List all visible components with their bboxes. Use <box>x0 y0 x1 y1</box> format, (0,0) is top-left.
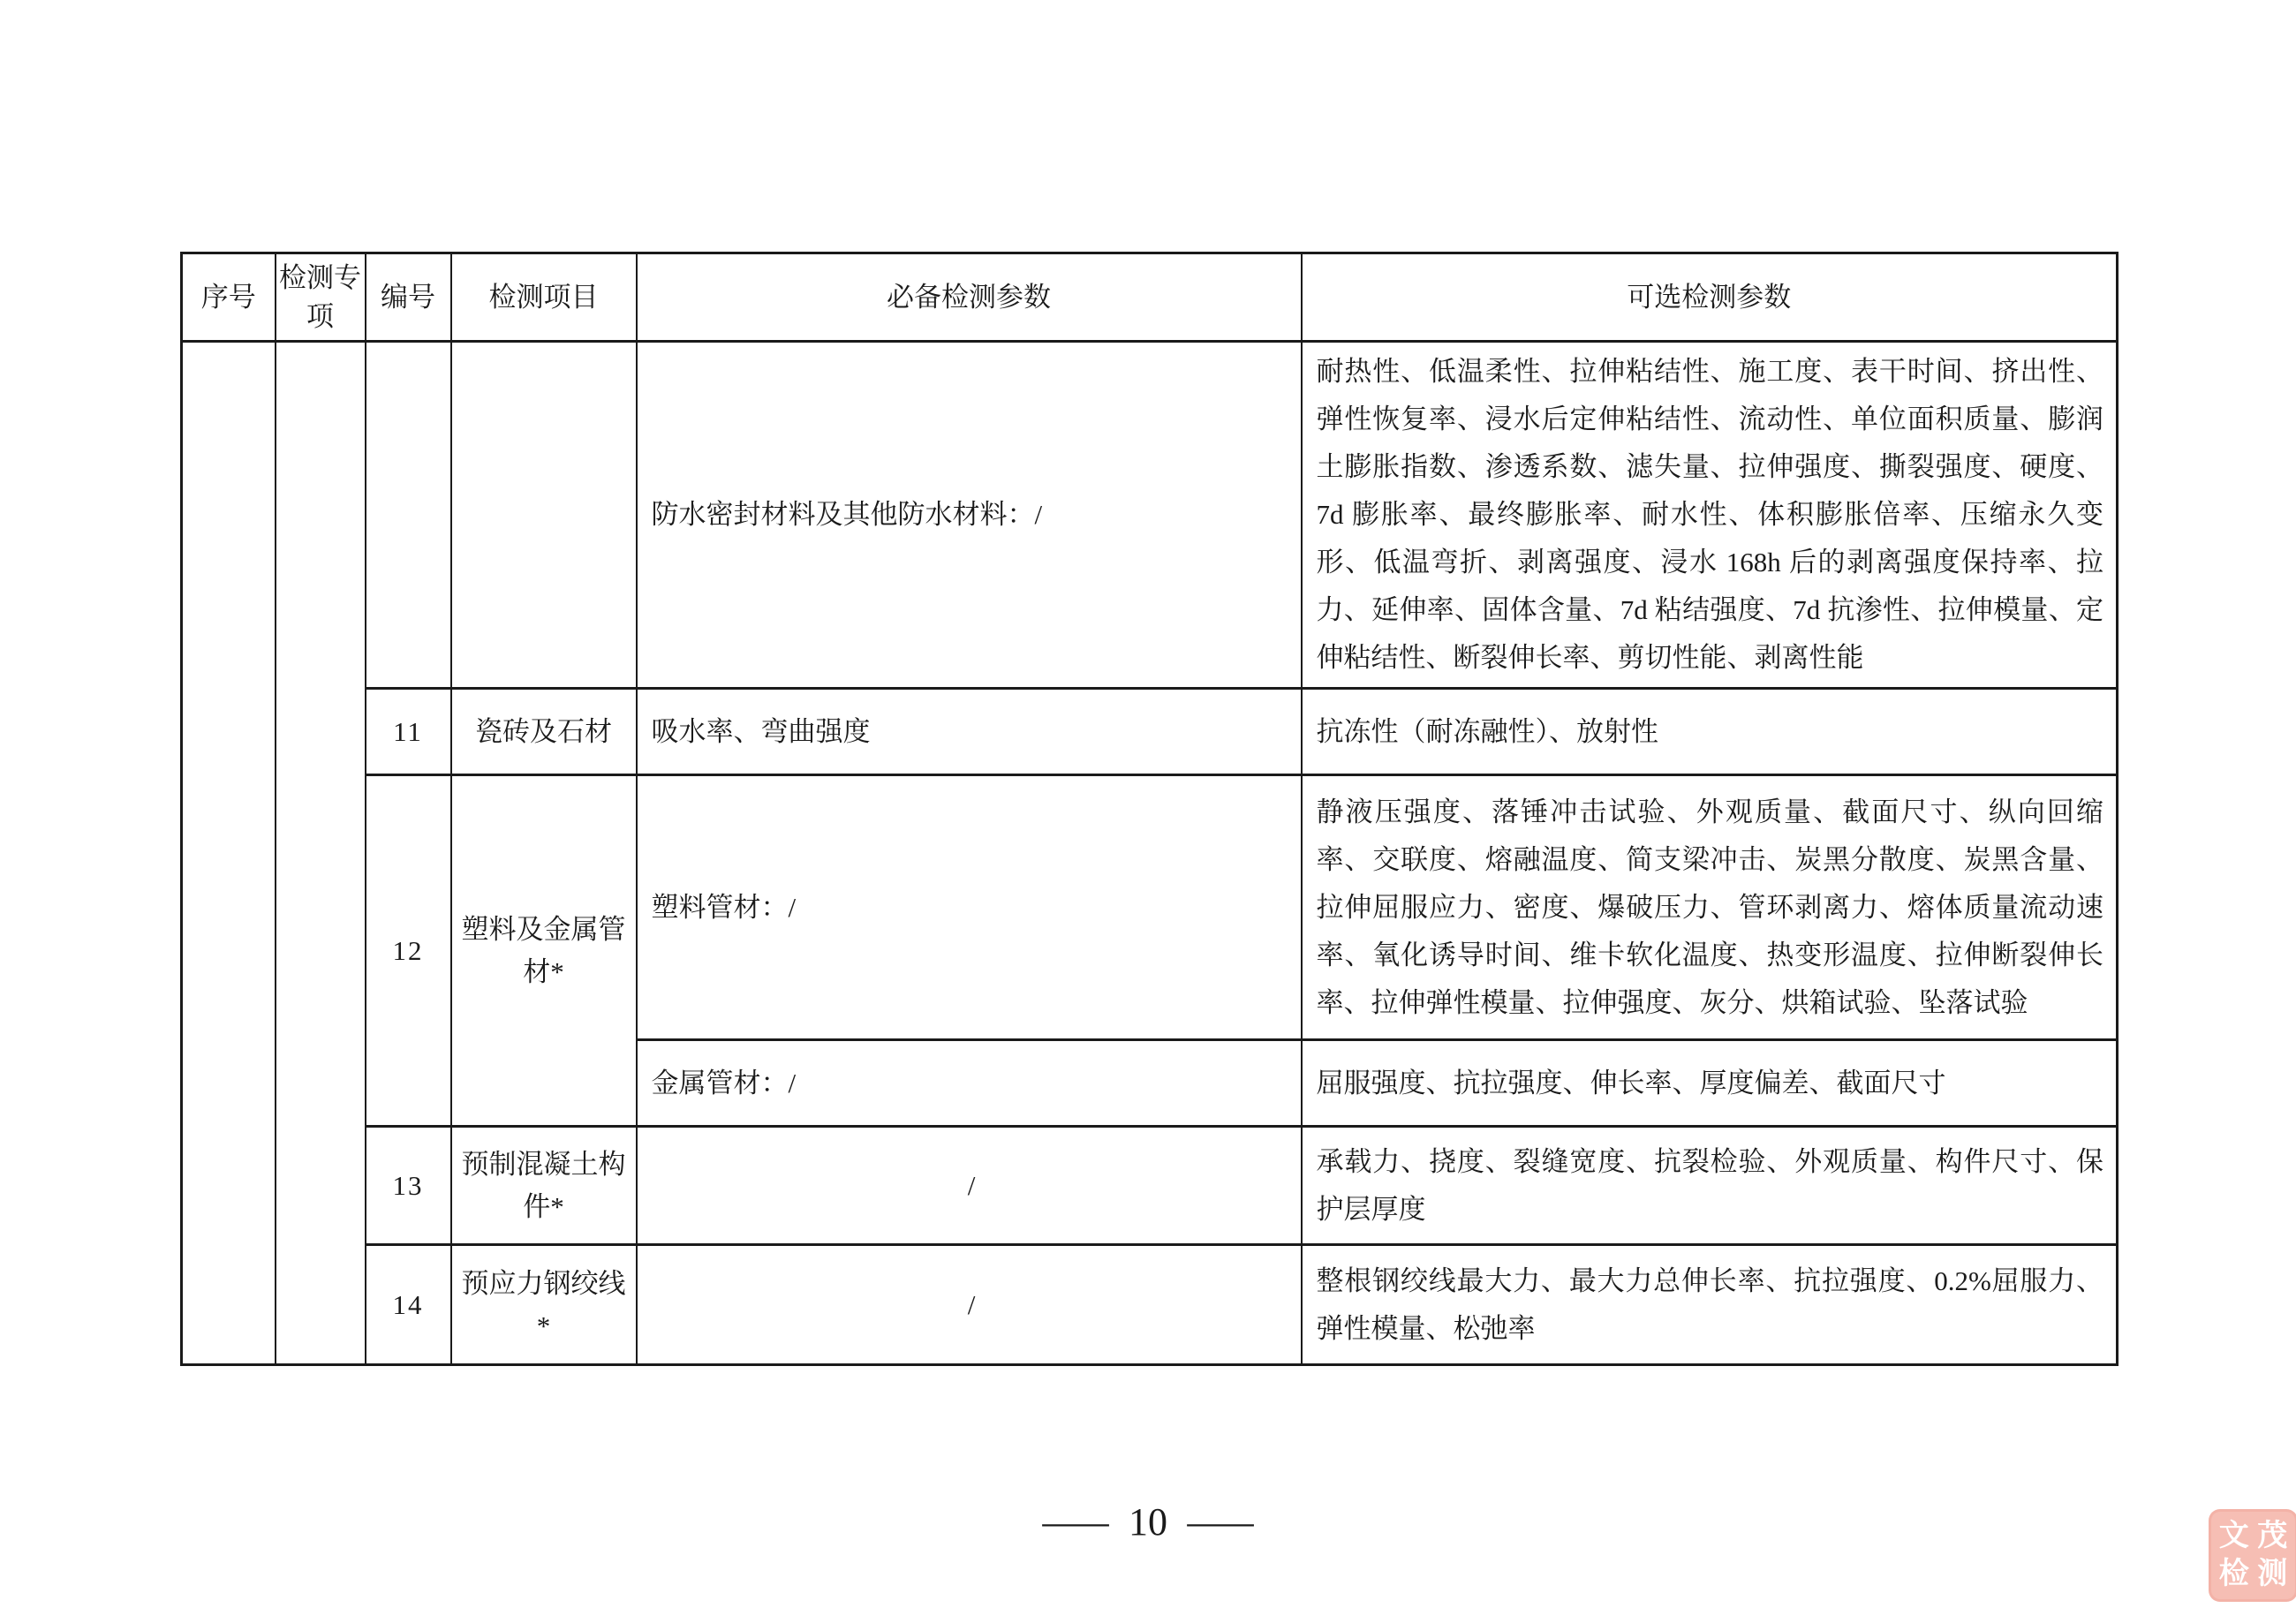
header-inspection-specialty: 检测专项 <box>276 253 366 342</box>
header-required-parameters: 必备检测参数 <box>637 253 1302 342</box>
seal-char-1: 文 <box>2218 1519 2249 1552</box>
cell-item-precast-concrete: 预制混凝土构件* <box>451 1127 637 1245</box>
page-number-dash-right: — <box>1187 1500 1254 1544</box>
cell-required-tile-stone: 吸水率、弯曲强度 <box>637 689 1302 775</box>
cell-serial-no-merged <box>182 342 276 1365</box>
cell-no-14: 14 <box>366 1245 451 1365</box>
cell-required-precast-concrete: / <box>637 1127 1302 1245</box>
cell-item-pipes: 塑料及金属管材* <box>451 775 637 1127</box>
header-item-no: 编号 <box>366 253 451 342</box>
table-row-11 <box>182 689 2118 775</box>
table-row-continued <box>182 342 2118 689</box>
table-row-13 <box>182 1127 2118 1245</box>
header-optional-parameters: 可选检测参数 <box>1302 253 2118 342</box>
cell-required-steel-strand: / <box>637 1245 1302 1365</box>
cell-optional-precast-concrete: 承载力、挠度、裂缝宽度、抗裂检验、外观质量、构件尺寸、保护层厚度 <box>1302 1127 2118 1245</box>
cell-optional-tile-stone: 抗冻性（耐冻融性）、放射性 <box>1302 689 2118 775</box>
cell-specialty-merged <box>276 342 366 1365</box>
cell-no-empty <box>366 342 451 689</box>
cell-no-13: 13 <box>366 1127 451 1245</box>
page-number <box>0 1499 2296 1544</box>
seal-char-3: 检 <box>2218 1558 2249 1591</box>
table-header-row <box>182 253 2118 342</box>
header-serial-no: 序号 <box>182 253 276 342</box>
cell-required-waterproof: 防水密封材料及其他防水材料：/ <box>637 342 1302 689</box>
cell-item-tile-stone: 瓷砖及石材 <box>451 689 637 775</box>
company-seal-watermark <box>2211 1512 2295 1599</box>
seal-char-2: 茂 <box>2257 1519 2288 1552</box>
cell-required-metal-pipe: 金属管材：/ <box>637 1040 1302 1127</box>
table-row-12-plastic <box>182 775 2118 1040</box>
cell-optional-steel-strand: 整根钢绞线最大力、最大力总伸长率、抗拉强度、0.2%屈服力、弹性模量、松弛率 <box>1302 1245 2118 1365</box>
cell-optional-metal-pipe: 屈服强度、抗拉强度、伸长率、厚度偏差、截面尺寸 <box>1302 1040 2118 1127</box>
cell-item-empty <box>451 342 637 689</box>
page-number-value: 10 <box>1129 1500 1167 1544</box>
inspection-parameters-table <box>180 252 2119 1366</box>
page-number-dash-left: — <box>1042 1500 1109 1544</box>
cell-optional-plastic-pipe: 静液压强度、落锤冲击试验、外观质量、截面尺寸、纵向回缩率、交联度、熔融温度、简支梁冲击、炭黑分散度、炭黑含量、拉伸屈服应力、密度、爆破压力、管环剥离力、熔体质量流动速率、氧化诱导时间、维卡软化温度、热变形温度、拉伸断裂伸长率、拉伸弹性模量、拉伸强度、灰分、烘箱试验、坠落试验 <box>1302 775 2118 1040</box>
cell-required-plastic-pipe: 塑料管材：/ <box>637 775 1302 1040</box>
seal-char-4: 测 <box>2257 1558 2288 1591</box>
cell-no-11: 11 <box>366 689 451 775</box>
cell-item-steel-strand: 预应力钢绞线* <box>451 1245 637 1365</box>
header-inspection-item: 检测项目 <box>451 253 637 342</box>
cell-optional-waterproof: 耐热性、低温柔性、拉伸粘结性、施工度、表干时间、挤出性、弹性恢复率、浸水后定伸粘结性、流动性、单位面积质量、膨润土膨胀指数、渗透系数、滤失量、拉伸强度、撕裂强度、硬度、7d 膨胀率、最终膨胀率、耐水性、体积膨胀倍率、压缩永久变形、低温弯折、剥离强度、浸水 168h 后的剥离强度保持率、拉力、延伸率、固体含量、7d 粘结强度、7d 抗渗性、拉伸模量、定伸粘结性、断裂伸长率、剪切性能、剥离性能 <box>1302 342 2118 689</box>
table-row-14 <box>182 1245 2118 1365</box>
cell-no-12: 12 <box>366 775 451 1127</box>
